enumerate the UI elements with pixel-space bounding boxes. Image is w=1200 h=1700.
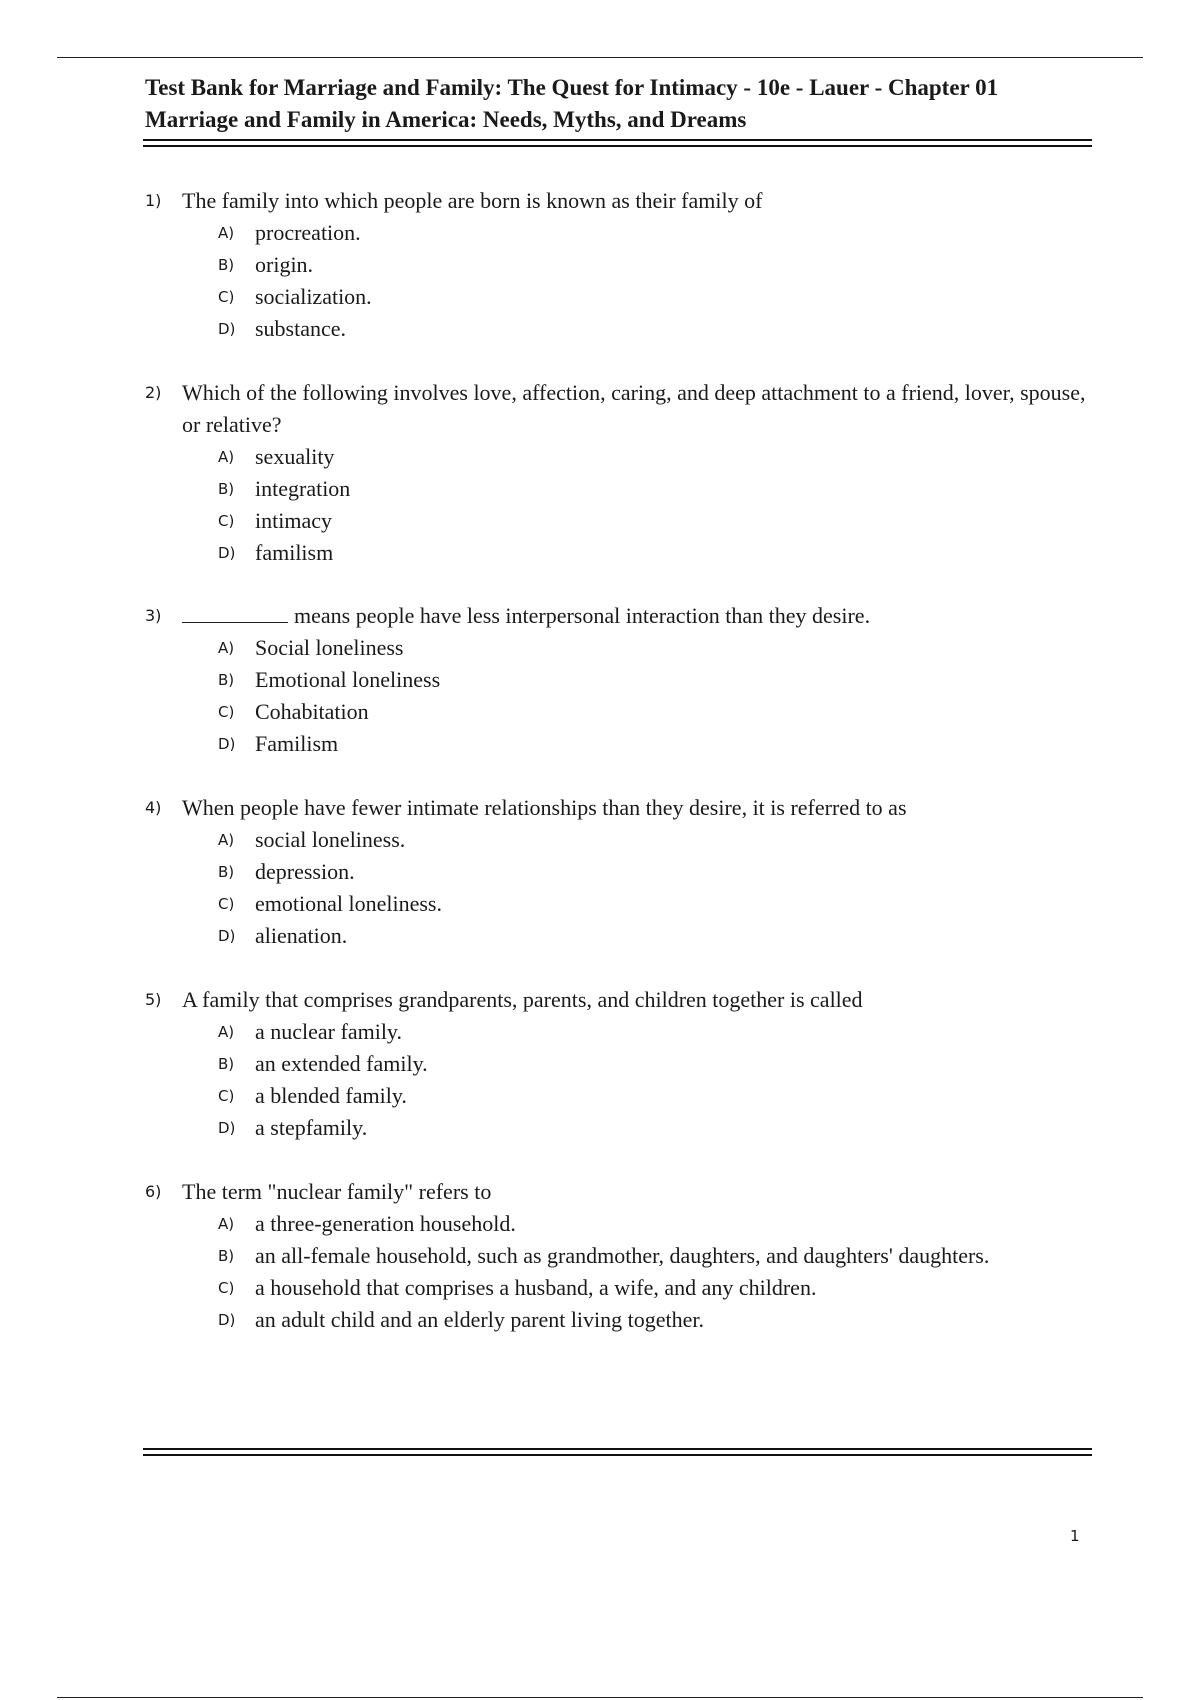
question-1 [145, 185, 1105, 345]
option-letter: C) [218, 512, 235, 530]
question-text: A family that comprises grandparents, parents, and children together is called [182, 987, 863, 1012]
answer-option [218, 217, 1105, 249]
option-letter: A) [218, 639, 235, 657]
answer-option [218, 1304, 1105, 1336]
option-letter: A) [218, 831, 235, 849]
option-letter: A) [218, 1023, 235, 1041]
option-letter: D) [218, 1119, 236, 1137]
answer-options [218, 217, 1105, 345]
question-3 [145, 600, 1105, 760]
option-letter: B) [218, 480, 235, 498]
option-text: intimacy [255, 508, 332, 533]
question-number: 6) [145, 1182, 162, 1201]
option-text: an adult child and an elderly parent living together. [255, 1307, 705, 1332]
answer-option [218, 1112, 1105, 1144]
option-text: origin. [255, 252, 314, 277]
option-text: Familism [255, 731, 339, 756]
question-text: means people have less interpersonal interaction than they desire. [294, 603, 871, 628]
answer-option [218, 1016, 1105, 1048]
question-text: Which of the following involves love, affection, caring, and deep attachment to a friend, lover, spouse, or relative? [182, 380, 1086, 437]
option-letter: C) [218, 895, 235, 913]
header-double-rule [143, 139, 1092, 147]
option-text: a stepfamily. [255, 1115, 368, 1140]
option-text: depression. [255, 859, 355, 884]
answer-option [218, 856, 1105, 888]
answer-option [218, 824, 1105, 856]
option-letter: C) [218, 703, 235, 721]
option-text: socialization. [255, 284, 372, 309]
question-number: 5) [145, 990, 162, 1009]
answer-option [218, 537, 1105, 569]
option-letter: C) [218, 1087, 235, 1105]
question-number: 3) [145, 606, 162, 625]
option-letter: B) [218, 1247, 235, 1265]
answer-options [218, 1016, 1105, 1144]
document-header [145, 72, 1095, 136]
answer-option [218, 1240, 1105, 1272]
option-text: emotional loneliness. [255, 891, 442, 916]
answer-option [218, 888, 1105, 920]
answer-option [218, 920, 1105, 952]
option-text: a three-generation household. [255, 1211, 516, 1236]
option-text: an all-female household, such as grandmother, daughters, and daughters' daughters. [255, 1243, 990, 1268]
fill-in-blank [182, 600, 288, 623]
answer-option [218, 249, 1105, 281]
option-text: an extended family. [255, 1051, 428, 1076]
option-text: social loneliness. [255, 827, 406, 852]
option-letter: D) [218, 320, 236, 338]
option-text: familism [255, 540, 334, 565]
question-number: 2) [145, 383, 162, 402]
option-text: substance. [255, 316, 347, 341]
option-text: alienation. [255, 923, 348, 948]
answer-option [218, 473, 1105, 505]
option-letter: D) [218, 1311, 236, 1329]
option-letter: B) [218, 256, 235, 274]
page-bottom-rule [57, 1697, 1143, 1698]
answer-options [218, 824, 1105, 952]
answer-options [218, 1208, 1105, 1336]
option-letter: B) [218, 671, 235, 689]
option-letter: B) [218, 863, 235, 881]
option-text: Social loneliness [255, 635, 404, 660]
option-letter: C) [218, 288, 235, 306]
answer-option [218, 728, 1105, 760]
question-number: 4) [145, 798, 162, 817]
question-2 [145, 377, 1105, 569]
option-text: a nuclear family. [255, 1019, 402, 1044]
option-text: a household that comprises a husband, a wife, and any children. [255, 1275, 817, 1300]
header-subtitle: Marriage and Family in America: Needs, Myths, and Dreams [145, 107, 747, 132]
option-text: sexuality [255, 444, 335, 469]
answer-options [218, 632, 1105, 760]
header-title: Test Bank for Marriage and Family: The Quest for Intimacy - 10e - Lauer - Chapter 01 [145, 75, 999, 100]
question-4 [145, 792, 1105, 952]
answer-option [218, 505, 1105, 537]
option-text: a blended family. [255, 1083, 407, 1108]
option-text: procreation. [255, 220, 361, 245]
option-text: Cohabitation [255, 699, 369, 724]
option-letter: C) [218, 1279, 235, 1297]
answer-option [218, 1272, 1105, 1304]
option-letter: A) [218, 1215, 235, 1233]
answer-option [218, 1048, 1105, 1080]
option-text: Emotional loneliness [255, 667, 441, 692]
answer-options [218, 441, 1105, 569]
answer-option [218, 1080, 1105, 1112]
question-text: The term "nuclear family" refers to [182, 1179, 492, 1204]
answer-option [218, 632, 1105, 664]
option-text: integration [255, 476, 351, 501]
answer-option [218, 313, 1105, 345]
question-5 [145, 984, 1105, 1144]
answer-option [218, 696, 1105, 728]
answer-option [218, 281, 1105, 313]
question-text: The family into which people are born is known as their family of [182, 188, 763, 213]
answer-option [218, 441, 1105, 473]
answer-option [218, 664, 1105, 696]
option-letter: A) [218, 224, 235, 242]
question-6 [145, 1176, 1105, 1336]
footer-double-rule [143, 1448, 1092, 1456]
page-top-rule [57, 57, 1143, 58]
answer-option [218, 1208, 1105, 1240]
option-letter: D) [218, 544, 236, 562]
question-text: When people have fewer intimate relationships than they desire, it is referred to as [182, 795, 907, 820]
option-letter: B) [218, 1055, 235, 1073]
option-letter: D) [218, 927, 236, 945]
page-number: 1 [1070, 1527, 1080, 1545]
option-letter: A) [218, 448, 235, 466]
question-number: 1) [145, 191, 162, 210]
option-letter: D) [218, 735, 236, 753]
question-text-wrapper [182, 600, 1105, 632]
